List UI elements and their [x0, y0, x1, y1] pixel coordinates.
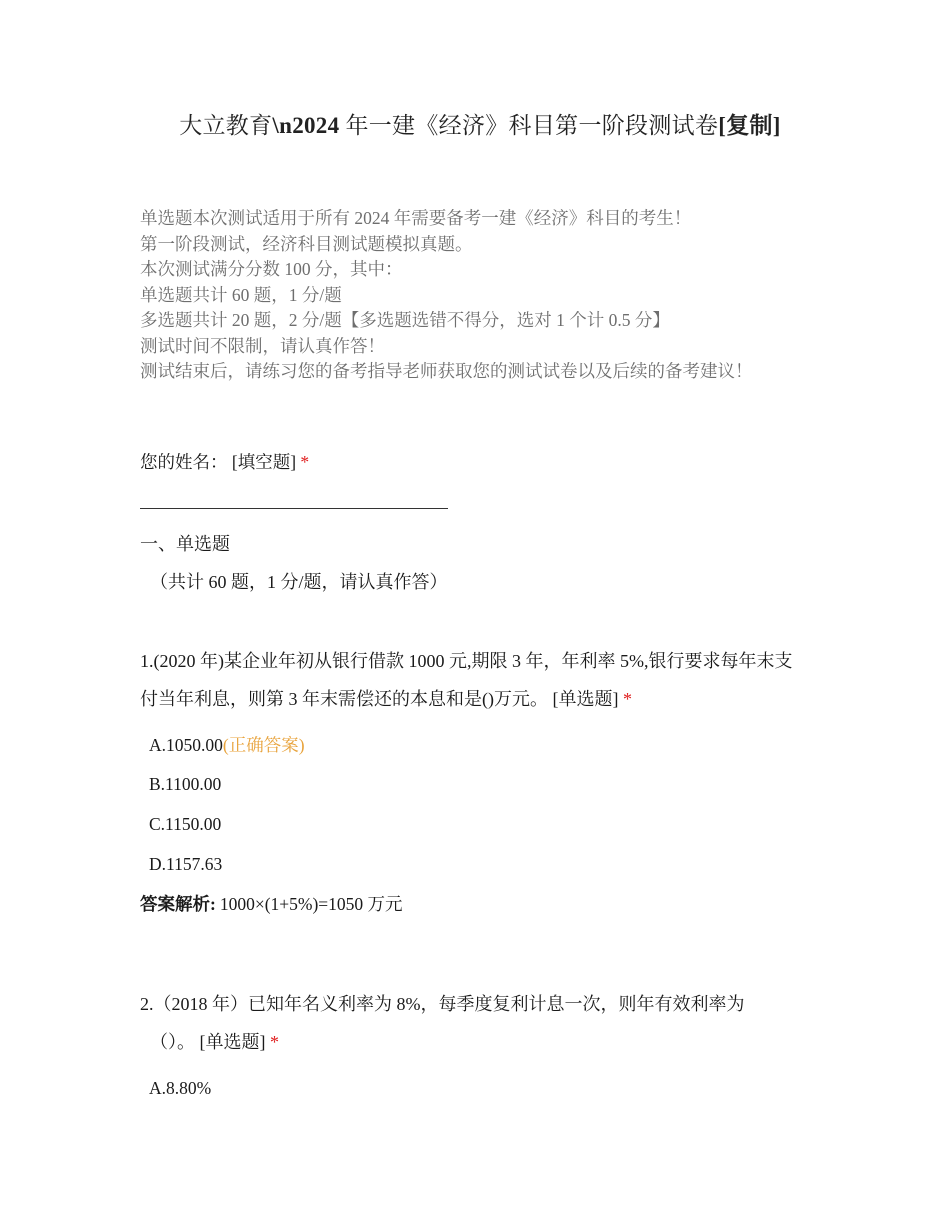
question-text-line: 付当年利息，则第 3 年末需偿还的本息和是()万元。	[140, 689, 548, 709]
name-question	[140, 450, 309, 474]
section-title: 一、单选题	[140, 534, 230, 554]
intro-line: 第一阶段测试，经济科目测试题模拟真题。	[140, 233, 473, 254]
answer-analysis	[140, 892, 403, 916]
title-year: \n2024	[272, 113, 340, 138]
question-text-line: 1.(2020 年)某企业年初从银行借款 1000 元,期限 3 年，年利率 5%,银行要求每年末支	[140, 651, 793, 671]
q1-option-c[interactable]: C.1150.00	[149, 814, 222, 834]
analysis-label: 答案解析:	[140, 894, 216, 914]
required-mark: *	[270, 1032, 279, 1052]
intro-line: 单选题本次测试适用于所有 2024 年需要备考一建《经济》科目的考生！	[140, 208, 692, 228]
q1-option-a[interactable]	[149, 733, 305, 757]
title-prefix: 大立教育	[179, 113, 273, 138]
page-title	[140, 110, 820, 142]
question-text-line: 2.（2018 年）已知年名义利率为 8%，每季度复利计息一次，则年有效利率为	[140, 994, 745, 1014]
question-text-line: （）。	[150, 1032, 195, 1052]
title-middle: 年一建《经济》科目第一阶段测试卷	[339, 113, 719, 138]
q1-option-d[interactable]: D.1157.63	[149, 854, 223, 874]
question-1	[140, 642, 820, 718]
required-mark: *	[623, 689, 632, 709]
title-copy-tag: [复制]	[718, 113, 781, 138]
intro-line: 测试结束后，请练习您的备考指导老师获取您的测试试卷以及后续的备考建议！	[140, 361, 753, 381]
intro-line: 单选题共计 60 题，1 分/题	[140, 284, 342, 305]
name-input-line[interactable]	[140, 508, 448, 509]
intro-line: 测试时间不限制，请认真作答！	[140, 335, 385, 356]
q1-option-b[interactable]: B.1100.00	[149, 774, 222, 794]
correct-answer-tag: (正确答案)	[222, 735, 305, 755]
q2-option-a[interactable]: A.8.80%	[149, 1078, 212, 1098]
intro-line: 本次测试满分分数 100 分，其中：	[140, 259, 403, 279]
question-type-tag: [单选题]	[199, 1032, 266, 1052]
question-type-tag: [单选题]	[552, 689, 619, 709]
option-label: A.1050.00	[149, 735, 223, 755]
intro-line: 多选题共计 20 题，2 分/题【多选题选错不得分，选对 1 个计 0.5 分】	[140, 310, 670, 330]
question-2	[140, 985, 820, 1061]
intro-text	[140, 206, 820, 385]
name-question-label: 您的姓名：	[140, 452, 228, 472]
analysis-text: 1000×(1+5%)=1050 万元	[219, 894, 403, 914]
question-type-tag: [填空题]	[231, 452, 297, 472]
required-mark: *	[300, 452, 310, 472]
section-subtitle: （共计 60 题，1 分/题，请认真作答）	[150, 572, 448, 592]
